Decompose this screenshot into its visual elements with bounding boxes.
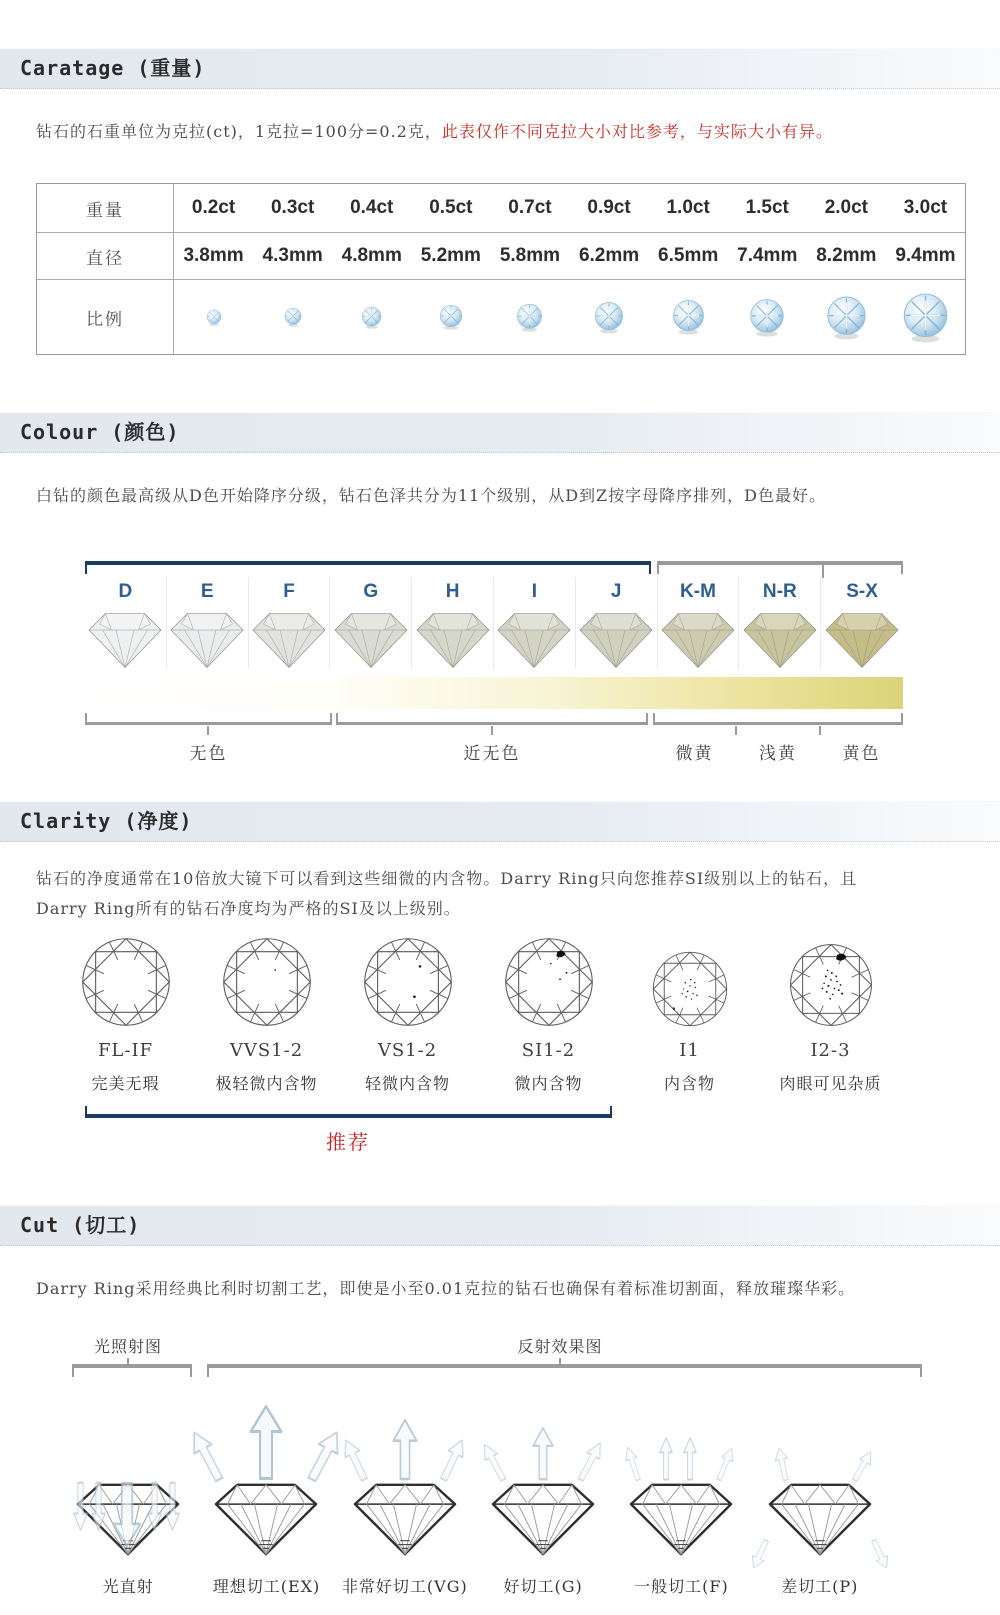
colour-grade-column — [167, 577, 249, 669]
diamond-scale-icon — [749, 298, 785, 337]
clarity-grade-item — [196, 936, 337, 1094]
clarity-diagram-si-icon — [503, 936, 595, 1028]
clarity-code: SI1-2 — [521, 1040, 576, 1061]
recommend-label: 推荐 — [326, 1130, 370, 1154]
diamond-colour-icon — [660, 609, 736, 669]
clarity-grade-item — [478, 936, 619, 1094]
bracket-reflection — [207, 1364, 922, 1377]
cut-diamond-side-icon — [762, 1481, 878, 1558]
colour-brackets — [85, 561, 903, 577]
clarity-code: I1 — [679, 1040, 700, 1061]
scale-cell — [807, 295, 886, 340]
weight-cell: 0.3ct — [270, 197, 315, 218]
section-caratage — [0, 48, 1000, 355]
section-cut — [0, 1205, 1000, 1597]
zone-label: 浅黄 — [759, 744, 797, 764]
cut-label: 差切工(P) — [781, 1577, 859, 1596]
zone-labels — [85, 739, 903, 765]
colour-scale-chart — [85, 561, 903, 765]
cut-grade-items — [59, 1386, 889, 1597]
clarity-code: FL-IF — [97, 1040, 154, 1061]
clarity-grade-item — [55, 936, 196, 1094]
arrow-up-icon — [772, 1446, 793, 1482]
diamond-scale-icon — [594, 301, 624, 334]
bracket-zone-yellow — [653, 713, 903, 725]
carat-size-table — [36, 183, 966, 355]
section-header-cut — [0, 1205, 1000, 1246]
section-header-caratage — [0, 48, 1000, 89]
diameter-cell: 3.8mm — [183, 245, 244, 266]
grade-letter: F — [283, 581, 295, 602]
grade-letter: D — [118, 581, 133, 602]
cut-label: 一般切工(F) — [634, 1577, 729, 1596]
yellow-tint-gradient-bar — [85, 677, 903, 709]
diameter-cell: 5.2mm — [420, 245, 481, 266]
diamond-scale-icon — [439, 304, 463, 330]
weight-cell: 0.4ct — [350, 197, 394, 218]
zone-label: 黄色 — [842, 744, 881, 764]
clarity-diagram-vvs-icon — [221, 936, 313, 1028]
diameter-cell: 5.8mm — [499, 245, 561, 266]
section-header-colour — [0, 412, 1000, 453]
arrow-up-icon — [713, 1445, 739, 1483]
scale-cell — [886, 292, 965, 343]
scale-cell — [649, 299, 728, 335]
clarity-code: VS1-2 — [377, 1040, 438, 1061]
clarity-grade-item — [619, 936, 760, 1094]
cut-item-excellent — [197, 1386, 335, 1597]
cut-item-poor — [751, 1386, 889, 1597]
cut-brackets — [59, 1364, 889, 1380]
section-title-caratage: Caratage (重量) — [20, 56, 206, 80]
section-colour — [0, 412, 1000, 765]
diamond-colour-icon — [578, 609, 654, 669]
arrow-down-icon — [147, 1481, 162, 1531]
arrow-up-icon — [573, 1438, 608, 1484]
grade-letter: I — [531, 581, 538, 602]
arrow-up-icon — [477, 1440, 511, 1485]
diamond-colour-icon — [169, 609, 245, 669]
grade-letter: K-M — [680, 581, 716, 602]
colour-grade-column — [494, 577, 576, 669]
scale-cell — [253, 307, 332, 327]
arrow-up-icon — [622, 1445, 645, 1483]
clarity-grade-item — [760, 936, 901, 1094]
caratage-intro-text: 钻石的石重单位为克拉(ct)，1克拉=100分=0.2克， — [36, 122, 442, 141]
bracket-zone-near-colourless — [336, 713, 648, 725]
weight-cell: 0.7ct — [508, 197, 552, 218]
clarity-code: VVS1-2 — [229, 1040, 304, 1061]
row-header-diameter: 直径 — [37, 233, 174, 279]
cut-item-good — [474, 1386, 612, 1597]
table-row-weight — [37, 184, 965, 232]
grade-letter: N-R — [762, 581, 797, 602]
clarity-grades — [55, 936, 901, 1094]
diamond-colour-icon — [824, 609, 900, 669]
row-header-scale: 比例 — [37, 280, 174, 354]
cut-label: 光直射 — [102, 1577, 154, 1596]
weight-cell: 0.2ct — [191, 197, 236, 218]
weight-cell: 2.0ct — [824, 197, 868, 218]
table-row-scale — [37, 279, 965, 354]
section-header-clarity — [0, 801, 1000, 842]
cut-diamond-side-icon — [208, 1481, 324, 1558]
clarity-label: 微内含物 — [514, 1074, 583, 1093]
clarity-intro — [36, 864, 1000, 924]
weight-cell: 3.0ct — [903, 197, 948, 218]
light-incidence-label: 光照射图 — [93, 1337, 162, 1356]
diamond-colour-icon — [251, 609, 327, 669]
clarity-intro-line2: Darry Ring所有的钻石净度均为严格的SI及以上级别。 — [36, 899, 461, 918]
clarity-diagram-i1-icon — [651, 950, 729, 1028]
grade-letter: G — [363, 581, 379, 602]
bracket-yellow-group — [657, 561, 903, 574]
diameter-cell: 7.4mm — [737, 245, 798, 266]
diameter-cell: 6.5mm — [658, 245, 719, 266]
colour-grade-column — [249, 577, 331, 669]
colour-grade-column — [412, 577, 494, 669]
section-title-colour: Colour (颜色) — [20, 420, 180, 444]
scale-cell — [490, 303, 569, 332]
diamond-colour-icon — [742, 609, 818, 669]
arrow-down-icon — [165, 1481, 180, 1531]
arrow-up-icon — [392, 1419, 418, 1481]
clarity-label: 肉眼可见杂质 — [779, 1074, 882, 1093]
diamond-scale-icon — [361, 306, 382, 329]
diameter-cell: 6.2mm — [578, 245, 640, 266]
colour-grade-grid — [85, 577, 903, 669]
arrow-down-icon — [91, 1481, 106, 1531]
zone-label: 微黄 — [675, 744, 714, 764]
clarity-label: 轻微内含物 — [364, 1074, 450, 1093]
reflection-effect-label: 反射效果图 — [517, 1337, 603, 1356]
bracket-colourless-group — [85, 561, 651, 574]
diameter-cell: 8.2mm — [816, 245, 877, 266]
clarity-diagram-i2-3-icon — [788, 942, 874, 1028]
row-header-weight: 重量 — [37, 184, 174, 232]
clarity-recommendation — [0, 1094, 1000, 1152]
diamond-colour-icon — [415, 609, 491, 669]
grade-letter: S-X — [846, 581, 878, 602]
cut-diamond-side-icon — [347, 1481, 463, 1558]
cut-diamond-side-icon — [623, 1481, 739, 1558]
diamond-scale-icon — [826, 295, 867, 340]
cut-diagram-labels — [59, 1334, 889, 1356]
clarity-label: 极轻微内含物 — [215, 1074, 318, 1093]
bracket-zone-colourless — [85, 713, 332, 725]
cut-item-direct-light — [59, 1386, 197, 1597]
clarity-label: 内含物 — [663, 1074, 715, 1093]
recommend-bracket — [85, 1106, 612, 1118]
scale-cell — [569, 301, 648, 334]
cut-intro: Darry Ring采用经典比利时切割工艺，即使是小至0.01克拉的钻石也确保有着标准切割面，释放璀璨华彩。 — [36, 1279, 856, 1298]
diamond-colour-icon — [87, 609, 163, 669]
weight-cell: 0.9ct — [587, 197, 631, 218]
caratage-intro — [36, 117, 1000, 147]
arrow-down-icon — [112, 1481, 142, 1547]
cut-diamond-side-icon — [485, 1481, 601, 1558]
table-row-diameter — [37, 232, 965, 279]
diamond-colour-icon — [496, 609, 572, 669]
colour-grade-column — [330, 577, 412, 669]
weight-cell: 1.0ct — [666, 197, 710, 218]
cut-label: 非常好切工(VG) — [341, 1577, 468, 1596]
weight-cell: 0.5ct — [429, 197, 473, 218]
clarity-code: I2-3 — [810, 1040, 851, 1061]
cut-item-fair — [612, 1386, 750, 1597]
diamond-scale-icon — [672, 299, 705, 335]
diameter-cell: 9.4mm — [895, 245, 956, 266]
grade-letter: E — [200, 581, 214, 602]
colour-intro: 白钻的颜色最高级从D色开始降序分级，钻石色泽共分为11个级别，从D到Z按字母降序排列，D色最好。 — [36, 486, 826, 505]
diamond-scale-icon — [902, 292, 949, 343]
diamond-scale-icon — [284, 307, 302, 327]
arrow-up-icon — [435, 1436, 471, 1485]
colour-grade-column — [85, 577, 167, 669]
zone-label: 无色 — [189, 744, 228, 764]
arrow-up-icon — [532, 1427, 554, 1481]
section-title-clarity: Clarity (净度) — [20, 809, 193, 833]
grade-letter: H — [445, 581, 460, 602]
clarity-diagram-fl-if-icon — [80, 936, 172, 1028]
diameter-cell: 4.3mm — [262, 245, 323, 266]
arrow-up-icon — [249, 1405, 283, 1481]
section-title-cut: Cut (切工) — [20, 1213, 141, 1237]
scale-cell — [411, 304, 490, 330]
diamond-colour-icon — [333, 609, 409, 669]
arrow-down-icon — [73, 1481, 88, 1531]
colour-grade-column — [821, 577, 903, 669]
diamond-scale-icon — [516, 303, 543, 332]
diamond-scale-icon — [206, 309, 222, 326]
weight-cell: 1.5ct — [745, 197, 789, 218]
arrow-up-icon — [683, 1437, 697, 1481]
scale-cell — [728, 298, 807, 337]
zone-brackets — [85, 713, 903, 737]
arrow-up-icon — [337, 1436, 373, 1485]
scale-cell — [332, 306, 411, 329]
colour-grade-column — [658, 577, 740, 669]
cut-diagram — [59, 1334, 889, 1597]
clarity-diagram-vs-icon — [362, 936, 454, 1028]
zone-label: 近无色 — [463, 744, 521, 764]
cut-label: 理想切工(EX) — [212, 1577, 321, 1596]
colour-grade-column — [576, 577, 658, 669]
caratage-intro-warning: 此表仅作不同克拉大小对比参考，与实际大小有异。 — [441, 122, 833, 141]
arrow-up-icon — [659, 1437, 673, 1481]
colour-grade-column — [739, 577, 821, 669]
cut-label: 好切工(G) — [503, 1577, 583, 1596]
clarity-intro-line1: 钻石的净度通常在10倍放大镜下可以看到这些细微的内含物。Darry Ring只向您推荐SI级别以上的钻石，且 — [36, 869, 858, 888]
clarity-grade-item — [337, 936, 478, 1094]
cut-item-very-good — [336, 1386, 474, 1597]
scale-cell — [174, 309, 253, 326]
bracket-light-incidence — [72, 1364, 192, 1377]
arrow-up-icon — [848, 1448, 877, 1484]
clarity-label: 完美无瑕 — [91, 1074, 160, 1093]
diameter-cell: 4.8mm — [341, 245, 402, 266]
section-clarity — [0, 801, 1000, 1152]
grade-letter: J — [610, 581, 622, 602]
